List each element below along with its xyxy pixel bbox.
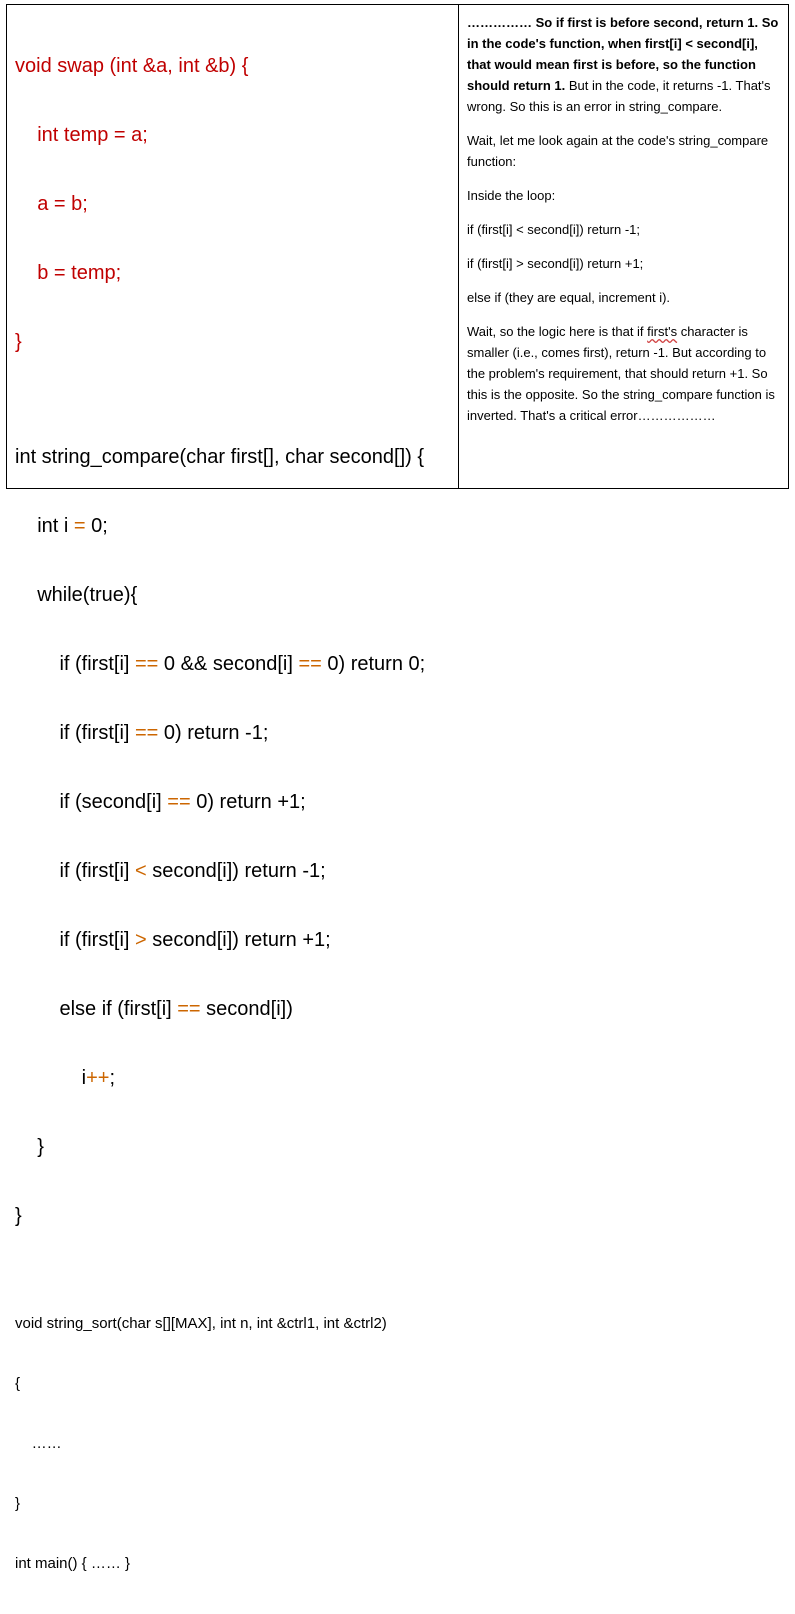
code-line: void swap (int &a, int &b) { (15, 55, 249, 77)
code-line: if (first[i] == 0 && second[i] == 0) return 0; (15, 653, 426, 675)
code-line: { (15, 1375, 21, 1392)
code-line: i++; (15, 1067, 116, 1089)
code-line: if (first[i] > second[i]) return +1; (15, 929, 331, 951)
paragraph: Inside the loop: (467, 188, 556, 203)
code-line: int string_compare(char first[], char second[]) { (15, 446, 425, 468)
code-line: …… (15, 1435, 62, 1452)
code-panel (7, 5, 459, 1572)
code-line: int main() { …… } (15, 1555, 131, 1572)
spellcheck-word: first's (647, 324, 678, 339)
code-line: if (first[i] == 0) return -1; (15, 722, 269, 744)
code-line: } (15, 1495, 21, 1512)
code-line: void string_sort(char s[][MAX], int n, int &ctrl1, int &ctrl2) (15, 1315, 387, 1332)
code-line: if (first[i] < second[i]) return -1; (15, 860, 326, 882)
code-line: } (15, 1136, 44, 1158)
code-line: if (second[i] == 0) return +1; (15, 791, 306, 813)
code-line: int temp = a; (15, 124, 148, 146)
paragraph: if (first[i] > second[i]) return +1; (467, 256, 644, 271)
string-compare-function (15, 400, 458, 1274)
paragraph: if (first[i] < second[i]) return -1; (467, 222, 641, 237)
code-line: else if (first[i] == second[i]) (15, 998, 293, 1020)
document-table (6, 4, 789, 1572)
paragraph: …………… So if first is before second, return 1. So in the code's function, when first[i] < second[i], that would mean first is before, so the function should return 1. But in the code, it returns -1. That's wrong. So this is an error in string_compare. (467, 15, 779, 114)
paragraph: Wait, so the logic here is that if first's character is smaller (i.e., comes first), return -1. But according to the problem's requirement, that should return +1. So this is the opposite. So the string_compare function is inverted. That's a critical error……………… (467, 324, 775, 423)
code-line: b = temp; (15, 262, 122, 284)
code-line: a = b; (15, 193, 88, 215)
paragraph: Wait, let me look again at the code's string_compare function: (467, 133, 769, 169)
string-sort-function (15, 1274, 458, 1614)
code-line: } (15, 1205, 22, 1227)
code-line: int i = 0; (15, 515, 108, 537)
code-line: while(true){ (15, 584, 138, 606)
paragraph: else if (they are equal, increment i). (467, 290, 671, 305)
swap-function (15, 9, 458, 400)
code-line: } (15, 331, 22, 353)
reasoning-panel (459, 5, 788, 488)
